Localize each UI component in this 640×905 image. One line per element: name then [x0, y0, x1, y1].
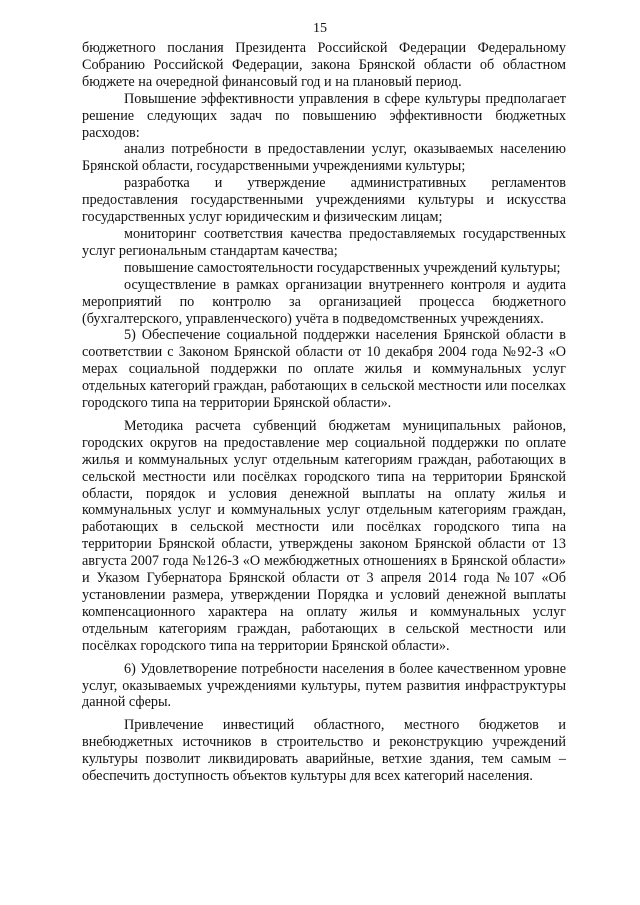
- body-text: [82, 40, 566, 785]
- paragraph-methodology: Методика расчета субвенций бюджетам муниципальных районов, городских округов на предоставление мер социальной поддержки по оплате жилья и коммунальных услуг отдельным категориям граждан, работающих в сельской местности или посёлках городского типа на территории Брянской области, порядок и условия денежной выплаты на оплату жилья и коммунальных услуг и коммунальных услуг отдельным категориям граждан, работающих в сельской местности или посёлках городского типа на территории Брянской области, утверждены законом Брянской области от 13 августа 2007 года №126-З «О межбюджетных отношениях в Брянской области» и Указом Губернатора Брянской области от 3 апреля 2014 года №107 «Об установлении размера, утверждении Порядка и условий денежной выплаты компенсационного характера на оплату жилья и коммунальных услуг отдельным категориям граждан, работающих в сельской местности или посёлках городского типа на территории Брянской области».: [82, 417, 566, 654]
- paragraph-investments: Привлечение инвестиций областного, местного бюджетов и внебюджетных источников в строительство и реконструкцию учреждений культуры позволит ликвидировать аварийные, ветхие здания, тем самым – обеспечить доступность объектов культуры для всех категорий населения.: [82, 717, 566, 785]
- paragraph-continuation: бюджетного послания Президента Российской Федерации Федеральному Собранию Российской Федерации, закона Брянской области об областном бюджете на очередной финансовый год и на плановый период.: [82, 40, 566, 90]
- paragraph-item-5: 5) Обеспечение социальной поддержки населения Брянской области в соответствии с Законом Брянской области от 10 декабря 2004 года №92-З «О мерах социальной поддержки по оплате жилья и коммунальных услуг отдельных категорий граждан, работающих в сельской местности или поселках городского типа на территории Брянской области».: [82, 327, 566, 412]
- page-number: 15: [313, 21, 327, 36]
- paragraph-efficiency-intro: Повышение эффективности управления в сфере культуры предполагает решение следующих задач по повышению эффективности бюджетных расходов:: [82, 90, 566, 141]
- paragraph-item-6: 6) Удовлетворение потребности населения в более качественном уровне услуг, оказываемых учреждениями культуры, путем развития инфраструктуры данной сферы.: [82, 660, 566, 711]
- list-item-regulations: разработка и утверждение административных регламентов предоставления государственными учреждениями культуры и искусства государственных услуг юридическим и физическим лицам;: [82, 175, 566, 226]
- list-item-needs-analysis: анализ потребности в предоставлении услуг, оказываемых населению Брянской области, государственными учреждениями культуры;: [82, 141, 566, 175]
- list-item-independence: повышение самостоятельности государственных учреждений культуры;: [124, 259, 561, 276]
- list-item-monitoring: мониторинг соответствия качества предоставляемых государственных услуг региональным стандартам качества;: [82, 225, 566, 259]
- list-item-internal-control: осуществление в рамках организации внутреннего контроля и аудита мероприятий по контролю за организацией процесса бюджетного (бухгалтерского, управленческого) учёта в подведомственных учреждениях.: [82, 276, 566, 327]
